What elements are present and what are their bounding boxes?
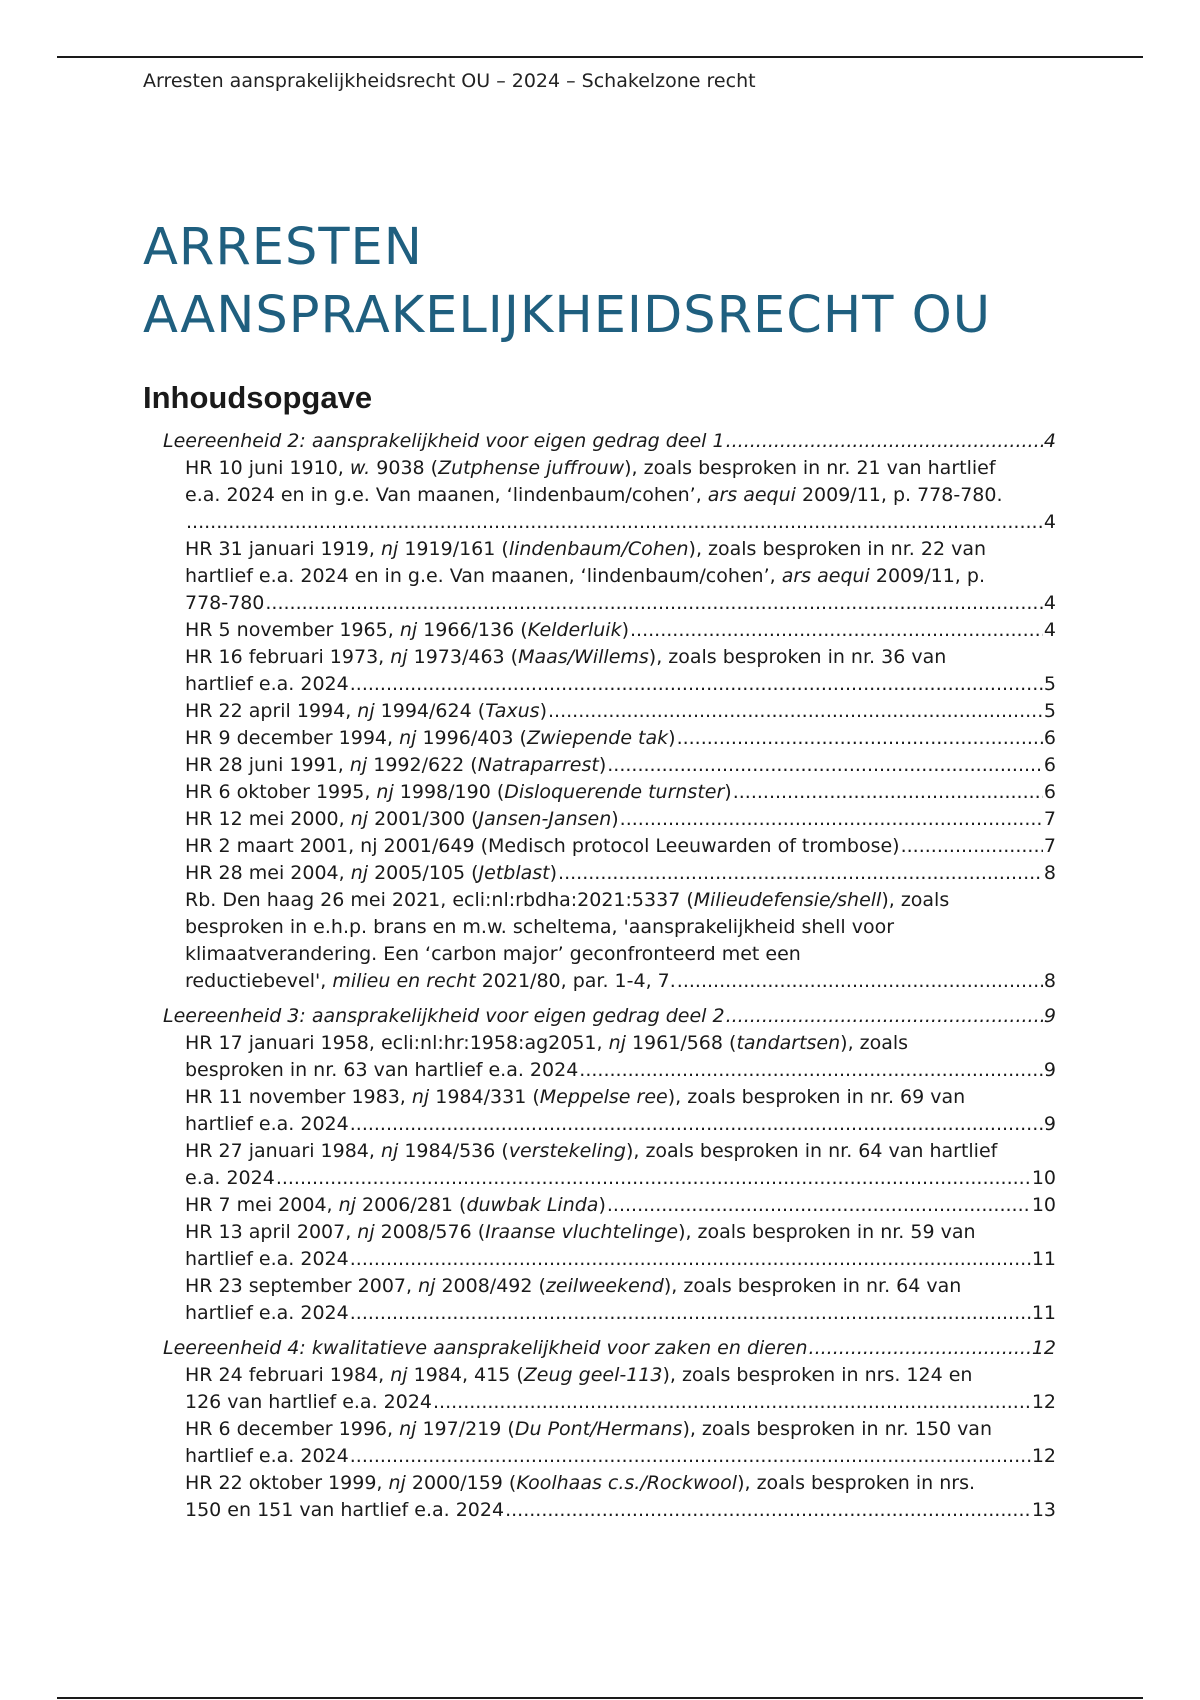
toc-entry-italic-text: nj bbox=[338, 1194, 356, 1216]
toc-entry-line bbox=[163, 1335, 1056, 1362]
toc-page-number: 13 bbox=[1031, 1499, 1056, 1521]
toc-entry[interactable] bbox=[143, 806, 1056, 833]
toc-section-entry[interactable] bbox=[143, 1335, 1056, 1362]
toc-entry-line bbox=[185, 1497, 1056, 1524]
toc-dot-leader bbox=[350, 671, 1043, 698]
toc-entry-text bbox=[185, 1389, 432, 1416]
toc-entry-line bbox=[185, 1362, 1056, 1389]
toc-entry-text bbox=[185, 1443, 349, 1470]
toc-entry-plain-text: hartlief e.a. 2024 bbox=[185, 673, 349, 695]
toc-entry-plain-text: 2009/11, p. 778-780. bbox=[795, 484, 1003, 506]
toc-dot-leader bbox=[733, 779, 1043, 806]
toc-entry-plain-text: hartlief e.a. 2024 bbox=[185, 1248, 349, 1270]
toc-entry-plain-text: e.a. 2024 en in g.e. Van maanen, ‘lindenbaum/cohen’, bbox=[185, 484, 708, 506]
toc-entry-line bbox=[185, 860, 1056, 887]
toc-entry-text bbox=[185, 806, 619, 833]
toc-entry-text bbox=[185, 1165, 275, 1192]
running-header: Arresten aansprakelijkheidsrecht OU – 2024 – Schakelzone recht bbox=[143, 70, 756, 92]
toc-entry-plain-text: HR 28 juni 1991, bbox=[185, 754, 350, 776]
toc-entry[interactable] bbox=[143, 1362, 1056, 1416]
toc-entry-line bbox=[185, 1443, 1056, 1470]
toc-entry-line bbox=[185, 833, 1056, 860]
toc-entry-plain-text: HR 24 februari 1984, bbox=[185, 1364, 391, 1386]
toc-entry-plain-text: 2005/105 ( bbox=[368, 862, 479, 884]
toc-entry-italic-text: Du Pont/Hermans bbox=[514, 1418, 683, 1440]
toc-entry-plain-text: 2001/300 ( bbox=[368, 808, 479, 830]
toc-entry-text bbox=[185, 779, 732, 806]
toc-entry-plain-text: ) bbox=[549, 862, 558, 884]
toc-page-number: 4 bbox=[1043, 619, 1056, 641]
toc-entry-line bbox=[185, 1111, 1056, 1138]
toc-entry-plain-text: ) bbox=[724, 781, 732, 803]
toc-entry-italic-text: ars aequi bbox=[707, 484, 796, 506]
toc-entry-plain-text: ), zoals besproken in nr. 59 van bbox=[678, 1221, 976, 1243]
toc-section-entry[interactable] bbox=[143, 428, 1056, 455]
toc-dot-leader bbox=[350, 1443, 1031, 1470]
toc-entry[interactable] bbox=[143, 887, 1056, 995]
toc-entry-plain-text: ) bbox=[621, 619, 629, 641]
toc-entry-plain-text: HR 10 juni 1910, bbox=[185, 457, 350, 479]
toc-entry-plain-text: Leereenheid 2: aansprakelijkheid voor eigen gedrag deel 1 bbox=[163, 430, 725, 452]
toc-entry-plain-text: ) bbox=[611, 808, 619, 830]
toc-entry-plain-text: HR 17 januari 1958, ecli:nl:hr:1958:ag2051, bbox=[185, 1032, 609, 1054]
toc-entry-plain-text: HR 9 december 1994, bbox=[185, 727, 400, 749]
toc-entry-italic-text: Meppelse ree bbox=[539, 1086, 668, 1108]
toc-entry[interactable] bbox=[143, 752, 1056, 779]
toc-entry-text bbox=[185, 1246, 349, 1273]
toc-entry-plain-text: besproken in e.h.p. brans en m.w. scheltema, 'aansprakelijkheid shell voor bbox=[185, 916, 895, 938]
toc-entry-text bbox=[185, 752, 606, 779]
toc-entry-italic-text: Kelderluik bbox=[527, 619, 622, 641]
toc-entry-plain-text: 2008/492 ( bbox=[435, 1275, 546, 1297]
toc-entry-plain-text: 1998/190 ( bbox=[393, 781, 505, 803]
toc-entry-line bbox=[185, 1389, 1056, 1416]
toc-entry-line bbox=[185, 1300, 1056, 1327]
toc-entry-text bbox=[185, 725, 676, 752]
toc-entry-italic-text: verstekeling bbox=[508, 1140, 626, 1162]
toc-entry-text bbox=[185, 1057, 578, 1084]
toc-entry[interactable] bbox=[143, 833, 1056, 860]
toc-entry-line bbox=[185, 1246, 1056, 1273]
toc-entry-italic-text: Zwiepende tak bbox=[526, 727, 669, 749]
toc-page-number: 6 bbox=[1043, 781, 1056, 803]
toc-entry-italic-text: Iraanse vluchtelinge bbox=[485, 1221, 679, 1243]
toc-page-number: 7 bbox=[1043, 808, 1056, 830]
toc-dot-leader bbox=[579, 1057, 1043, 1084]
toc-entry-plain-text: Leereenheid 4: kwalitatieve aansprakelijkheid voor zaken en dieren bbox=[163, 1337, 808, 1359]
toc-entry-plain-text: e.a. 2024 bbox=[185, 1167, 275, 1189]
toc-entry-plain-text: ) bbox=[598, 754, 607, 776]
toc-entry-italic-text: milieu en recht bbox=[332, 970, 476, 992]
toc-entry-line bbox=[185, 1273, 1056, 1300]
toc-entry-italic-text: nj bbox=[350, 862, 369, 884]
toc-entry-italic-text: Taxus bbox=[485, 700, 540, 722]
toc-dot-leader bbox=[726, 428, 1043, 455]
toc-page-number: 8 bbox=[1043, 970, 1056, 992]
toc-entry-plain-text: ) bbox=[598, 1194, 606, 1216]
toc-entry[interactable] bbox=[143, 1219, 1056, 1273]
toc-entry-line bbox=[185, 887, 1056, 914]
toc-dot-leader bbox=[265, 590, 1043, 617]
toc-entry-text bbox=[185, 617, 629, 644]
toc-entry-plain-text: hartlief e.a. 2024 bbox=[185, 1302, 349, 1324]
toc-dot-leader bbox=[607, 1192, 1031, 1219]
toc-dot-leader bbox=[630, 617, 1043, 644]
toc-entry-line bbox=[163, 428, 1056, 455]
toc-entry-plain-text: klimaatverandering. Een ‘carbon major’ geconfronteerd met een bbox=[185, 943, 801, 965]
toc-dot-leader bbox=[505, 1497, 1031, 1524]
toc-entry-text bbox=[185, 698, 547, 725]
toc-page-number: 10 bbox=[1031, 1194, 1056, 1216]
toc-entry-plain-text: HR 6 december 1996, bbox=[185, 1418, 400, 1440]
toc-entry-plain-text: ) bbox=[539, 700, 548, 722]
toc-entry-line bbox=[185, 941, 1056, 968]
toc-entry-text bbox=[185, 563, 985, 590]
toc-entry-plain-text: HR 27 januari 1984, bbox=[185, 1140, 381, 1162]
toc-entry-italic-text: Milieudefensie/shell bbox=[693, 889, 882, 911]
toc-dot-leader bbox=[677, 968, 1043, 995]
table-of-contents bbox=[143, 428, 1056, 1524]
toc-entry-plain-text: 126 van hartlief e.a. 2024 bbox=[185, 1391, 432, 1413]
toc-entry[interactable] bbox=[143, 1084, 1056, 1138]
toc-entry-plain-text: 1973/463 ( bbox=[407, 646, 519, 668]
toc-entry-plain-text: HR 7 mei 2004, bbox=[185, 1194, 339, 1216]
toc-dot-leader bbox=[809, 1335, 1031, 1362]
toc-entry-italic-text: Natraparrest bbox=[477, 754, 599, 776]
toc-entry-italic-text: nj bbox=[357, 700, 375, 722]
toc-entry-italic-text: Disloquerende turnster bbox=[504, 781, 725, 803]
toc-entry-plain-text: HR 22 april 1994, bbox=[185, 700, 358, 722]
toc-dot-leader bbox=[620, 806, 1043, 833]
toc-entry-plain-text: 1961/568 ( bbox=[625, 1032, 737, 1054]
toc-entry-line bbox=[185, 1165, 1056, 1192]
toc-entry-italic-text: nj bbox=[399, 619, 418, 641]
toc-entry[interactable] bbox=[143, 455, 1056, 536]
toc-dot-leader bbox=[350, 1246, 1031, 1273]
toc-entry-plain-text: ), zoals besproken in nr. 22 van bbox=[688, 538, 986, 560]
toc-entry-plain-text: HR 16 februari 1973, bbox=[185, 646, 391, 668]
toc-page-number: 5 bbox=[1043, 673, 1056, 695]
toc-page-number: 12 bbox=[1031, 1337, 1056, 1359]
toc-entry-plain-text: HR 2 maart 2001, nj 2001/649 (Medisch protocol Leeuwarden of trombose) bbox=[185, 835, 900, 857]
toc-entry-italic-text: ars aequi bbox=[781, 565, 870, 587]
document-title-line-1: ARRESTEN bbox=[143, 218, 423, 277]
toc-entry-plain-text: Rb. Den haag 26 mei 2021, ecli:nl:rbdha:2021:5337 ( bbox=[185, 889, 694, 911]
toc-entry-plain-text: 9038 ( bbox=[370, 457, 439, 479]
toc-heading: Inhoudsopgave bbox=[143, 380, 373, 415]
header-rule bbox=[57, 56, 1143, 58]
toc-dot-leader bbox=[433, 1389, 1031, 1416]
toc-entry-plain-text: 1919/161 ( bbox=[398, 538, 509, 560]
toc-entry-line bbox=[185, 914, 1056, 941]
footer-rule bbox=[57, 1697, 1143, 1699]
toc-entry-italic-text: nj bbox=[399, 727, 417, 749]
toc-entry-line bbox=[185, 1416, 1056, 1443]
toc-entry-text bbox=[185, 482, 1003, 509]
toc-entry-italic-text: nj bbox=[390, 1364, 408, 1386]
toc-dot-leader bbox=[350, 1300, 1031, 1327]
toc-entry-line bbox=[185, 1057, 1056, 1084]
toc-page-number: 4 bbox=[1043, 592, 1056, 614]
toc-entry[interactable] bbox=[143, 779, 1056, 806]
toc-dot-leader bbox=[726, 1003, 1043, 1030]
toc-dot-leader bbox=[677, 725, 1043, 752]
toc-entry-plain-text: ), zoals besproken in nrs. bbox=[737, 1472, 976, 1494]
toc-entry-line bbox=[185, 779, 1056, 806]
toc-entry-line bbox=[185, 671, 1056, 698]
toc-entry-text bbox=[185, 1084, 965, 1111]
toc-entry[interactable] bbox=[143, 1138, 1056, 1192]
toc-dot-leader bbox=[901, 833, 1043, 860]
toc-entry-plain-text: 197/219 ( bbox=[416, 1418, 515, 1440]
toc-entry-italic-text: nj bbox=[399, 1418, 417, 1440]
toc-entry-plain-text: 1996/403 ( bbox=[416, 727, 527, 749]
toc-entry-line bbox=[185, 617, 1056, 644]
toc-entry-plain-text: 2006/281 ( bbox=[355, 1194, 467, 1216]
toc-entry-italic-text: zeilweekend bbox=[545, 1275, 664, 1297]
toc-entry-plain-text: reductiebevel', bbox=[185, 970, 333, 992]
toc-entry-plain-text: HR 11 november 1983, bbox=[185, 1086, 412, 1108]
toc-entry-plain-text: ), zoals besproken in nrs. 124 en bbox=[662, 1364, 973, 1386]
toc-dot-leader bbox=[276, 1165, 1031, 1192]
toc-entry-text bbox=[185, 914, 894, 941]
toc-entry-italic-text: nj bbox=[376, 781, 394, 803]
toc-page-number: 9 bbox=[1043, 1005, 1056, 1027]
toc-entry[interactable] bbox=[143, 725, 1056, 752]
toc-entry[interactable] bbox=[143, 1470, 1056, 1524]
toc-entry-plain-text: ), zoals bbox=[840, 1032, 909, 1054]
toc-entry-line bbox=[163, 1003, 1056, 1030]
toc-entry-text bbox=[185, 968, 676, 995]
toc-entry-plain-text: HR 13 april 2007, bbox=[185, 1221, 358, 1243]
toc-entry-plain-text: hartlief e.a. 2024 bbox=[185, 1113, 349, 1135]
toc-entry-plain-text: 1984/536 ( bbox=[398, 1140, 509, 1162]
toc-entry-line bbox=[185, 1470, 1056, 1497]
toc-entry-line bbox=[185, 752, 1056, 779]
toc-entry-plain-text: 1984, 415 ( bbox=[407, 1364, 524, 1386]
toc-entry-plain-text: 1966/136 ( bbox=[417, 619, 528, 641]
toc-entry-text bbox=[185, 644, 946, 671]
toc-page-number: 12 bbox=[1031, 1391, 1056, 1413]
toc-entry-text bbox=[185, 1497, 504, 1524]
toc-entry-line bbox=[185, 644, 1056, 671]
toc-entry[interactable] bbox=[143, 698, 1056, 725]
toc-entry-plain-text: 778-780 bbox=[185, 592, 265, 614]
toc-dot-leader bbox=[548, 698, 1043, 725]
toc-entry-line bbox=[185, 725, 1056, 752]
toc-entry-plain-text: 2000/159 ( bbox=[405, 1472, 517, 1494]
toc-entry-text bbox=[185, 455, 996, 482]
toc-entry-text bbox=[185, 887, 949, 914]
toc-page-number: 11 bbox=[1031, 1248, 1056, 1270]
toc-dot-leader bbox=[558, 860, 1043, 887]
toc-entry[interactable] bbox=[143, 1030, 1056, 1084]
toc-entry-italic-text: Zutphense juffrouw bbox=[438, 457, 625, 479]
toc-entry-plain-text: hartlief e.a. 2024 en in g.e. Van maanen, ‘lindenbaum/cohen’, bbox=[185, 565, 782, 587]
toc-entry-line bbox=[185, 806, 1056, 833]
toc-entry-italic-text: duwbak Linda bbox=[466, 1194, 599, 1216]
toc-entry-plain-text: ), zoals besproken in nr. 21 van hartlief bbox=[624, 457, 996, 479]
toc-entry[interactable] bbox=[143, 1416, 1056, 1470]
toc-entry-line bbox=[185, 455, 1056, 482]
toc-entry-line bbox=[185, 1192, 1056, 1219]
toc-entry-italic-text: tandartsen bbox=[736, 1032, 841, 1054]
toc-entry-italic-text: w. bbox=[349, 457, 371, 479]
toc-entry-line bbox=[185, 536, 1056, 563]
toc-entry-text bbox=[185, 941, 801, 968]
toc-page-number: 4 bbox=[1043, 511, 1056, 533]
toc-entry[interactable] bbox=[143, 536, 1056, 617]
toc-entry-plain-text: ), zoals besproken in nr. 36 van bbox=[648, 646, 947, 668]
toc-entry-italic-text: nj bbox=[418, 1275, 436, 1297]
toc-entry-line bbox=[185, 968, 1056, 995]
toc-entry-text bbox=[185, 671, 349, 698]
toc-entry-plain-text: 1994/624 ( bbox=[374, 700, 486, 722]
toc-page-number: 7 bbox=[1043, 835, 1056, 857]
toc-entry[interactable] bbox=[143, 1273, 1056, 1327]
toc-entry-plain-text: HR 31 januari 1919, bbox=[185, 538, 381, 560]
toc-entry-italic-text: Koolhaas c.s./Rockwool bbox=[516, 1472, 738, 1494]
toc-entry-line bbox=[185, 1219, 1056, 1246]
toc-entry-plain-text: HR 28 mei 2004, bbox=[185, 862, 351, 884]
toc-entry-italic-text: nj bbox=[411, 1086, 430, 1108]
toc-entry-text bbox=[185, 1416, 992, 1443]
toc-entry-text bbox=[185, 1111, 349, 1138]
toc-dot-leader bbox=[350, 1111, 1043, 1138]
toc-entry-text bbox=[163, 428, 725, 455]
toc-page-number: 4 bbox=[1043, 430, 1056, 452]
toc-entry-text bbox=[185, 833, 900, 860]
toc-entry-plain-text: HR 6 oktober 1995, bbox=[185, 781, 377, 803]
toc-entry-plain-text: hartlief e.a. 2024 bbox=[185, 1445, 349, 1467]
toc-entry-line bbox=[185, 563, 1056, 590]
toc-entry-plain-text: 2008/576 ( bbox=[374, 1221, 486, 1243]
toc-entry-plain-text: ), zoals besproken in nr. 64 van bbox=[663, 1275, 962, 1297]
toc-entry-text bbox=[185, 1300, 349, 1327]
toc-page-number: 9 bbox=[1043, 1059, 1056, 1081]
toc-entry-italic-text: Jetblast bbox=[478, 862, 550, 884]
toc-entry-text bbox=[185, 1470, 975, 1497]
toc-entry-line bbox=[185, 509, 1056, 536]
toc-entry-plain-text: HR 23 september 2007, bbox=[185, 1275, 419, 1297]
toc-entry-plain-text: ), zoals bbox=[881, 889, 950, 911]
toc-entry-italic-text: nj bbox=[349, 754, 368, 776]
toc-page-number: 6 bbox=[1043, 754, 1056, 776]
toc-dot-leader bbox=[607, 752, 1043, 779]
toc-entry-line bbox=[185, 1138, 1056, 1165]
toc-page-number: 11 bbox=[1031, 1302, 1056, 1324]
toc-entry-line bbox=[185, 698, 1056, 725]
toc-entry-text bbox=[185, 1273, 961, 1300]
toc-page-number: 9 bbox=[1043, 1113, 1056, 1135]
toc-entry-plain-text: ) bbox=[668, 727, 676, 749]
toc-entry-italic-text: nj bbox=[608, 1032, 626, 1054]
toc-page-number: 5 bbox=[1043, 700, 1056, 722]
toc-entry[interactable] bbox=[143, 617, 1056, 644]
toc-entry[interactable] bbox=[143, 860, 1056, 887]
toc-entry-italic-text: Jansen-Jansen bbox=[478, 808, 612, 830]
document-title bbox=[143, 214, 991, 350]
toc-entry-line bbox=[185, 482, 1056, 509]
toc-entry-text bbox=[185, 1219, 976, 1246]
toc-entry-italic-text: nj bbox=[350, 808, 369, 830]
toc-entry-text bbox=[163, 1003, 725, 1030]
toc-entry-plain-text: Leereenheid 3: aansprakelijkheid voor eigen gedrag deel 2 bbox=[163, 1005, 725, 1027]
toc-entry-text bbox=[185, 590, 264, 617]
document-title-line-2: AANSPRAKELIJKHEIDSRECHT OU bbox=[143, 286, 992, 345]
toc-entry-text bbox=[185, 1138, 997, 1165]
toc-page-number: 8 bbox=[1043, 862, 1056, 884]
toc-entry-plain-text: HR 5 november 1965, bbox=[185, 619, 400, 641]
toc-section-entry[interactable] bbox=[143, 1003, 1056, 1030]
toc-entry-text bbox=[185, 860, 557, 887]
toc-entry-text bbox=[185, 1030, 908, 1057]
toc-entry-italic-text: Zeug geel-113 bbox=[523, 1364, 663, 1386]
toc-entry-plain-text: 1992/622 ( bbox=[367, 754, 478, 776]
toc-page-number: 6 bbox=[1043, 727, 1056, 749]
toc-entry-plain-text: 1984/331 ( bbox=[429, 1086, 540, 1108]
toc-entry-text bbox=[185, 536, 986, 563]
toc-entry-plain-text: HR 22 oktober 1999, bbox=[185, 1472, 389, 1494]
toc-entry-line bbox=[185, 1030, 1056, 1057]
toc-entry-plain-text: 150 en 151 van hartlief e.a. 2024 bbox=[185, 1499, 505, 1521]
toc-entry-plain-text: besproken in nr. 63 van hartlief e.a. 2024 bbox=[185, 1059, 579, 1081]
toc-entry-plain-text: 2009/11, p. bbox=[869, 565, 985, 587]
toc-entry-italic-text: nj bbox=[380, 538, 399, 560]
toc-entry-line bbox=[185, 590, 1056, 617]
toc-entry-italic-text: Maas/Willems bbox=[518, 646, 649, 668]
toc-entry-plain-text: ), zoals besproken in nr. 69 van bbox=[667, 1086, 966, 1108]
toc-entry-italic-text: nj bbox=[357, 1221, 375, 1243]
toc-page-number: 12 bbox=[1031, 1445, 1056, 1467]
toc-dot-leader bbox=[186, 509, 1043, 536]
toc-entry-italic-text: nj bbox=[390, 646, 408, 668]
toc-entry-plain-text: 2021/80, par. 1-4, 7. bbox=[475, 970, 676, 992]
toc-entry-italic-text: lindenbaum/Cohen bbox=[508, 538, 689, 560]
toc-entry-plain-text: ), zoals besproken in nr. 64 van hartlief bbox=[625, 1140, 998, 1162]
toc-entry-line bbox=[185, 1084, 1056, 1111]
toc-entry-text bbox=[185, 1192, 606, 1219]
toc-entry-plain-text: HR 12 mei 2000, bbox=[185, 808, 351, 830]
toc-entry-text bbox=[185, 1362, 972, 1389]
toc-entry[interactable] bbox=[143, 644, 1056, 698]
toc-entry-plain-text: ), zoals besproken in nr. 150 van bbox=[682, 1418, 992, 1440]
toc-entry-italic-text: nj bbox=[388, 1472, 406, 1494]
toc-page-number: 10 bbox=[1031, 1167, 1056, 1189]
toc-entry-text bbox=[163, 1335, 808, 1362]
toc-entry-italic-text: nj bbox=[380, 1140, 399, 1162]
toc-entry[interactable] bbox=[143, 1192, 1056, 1219]
